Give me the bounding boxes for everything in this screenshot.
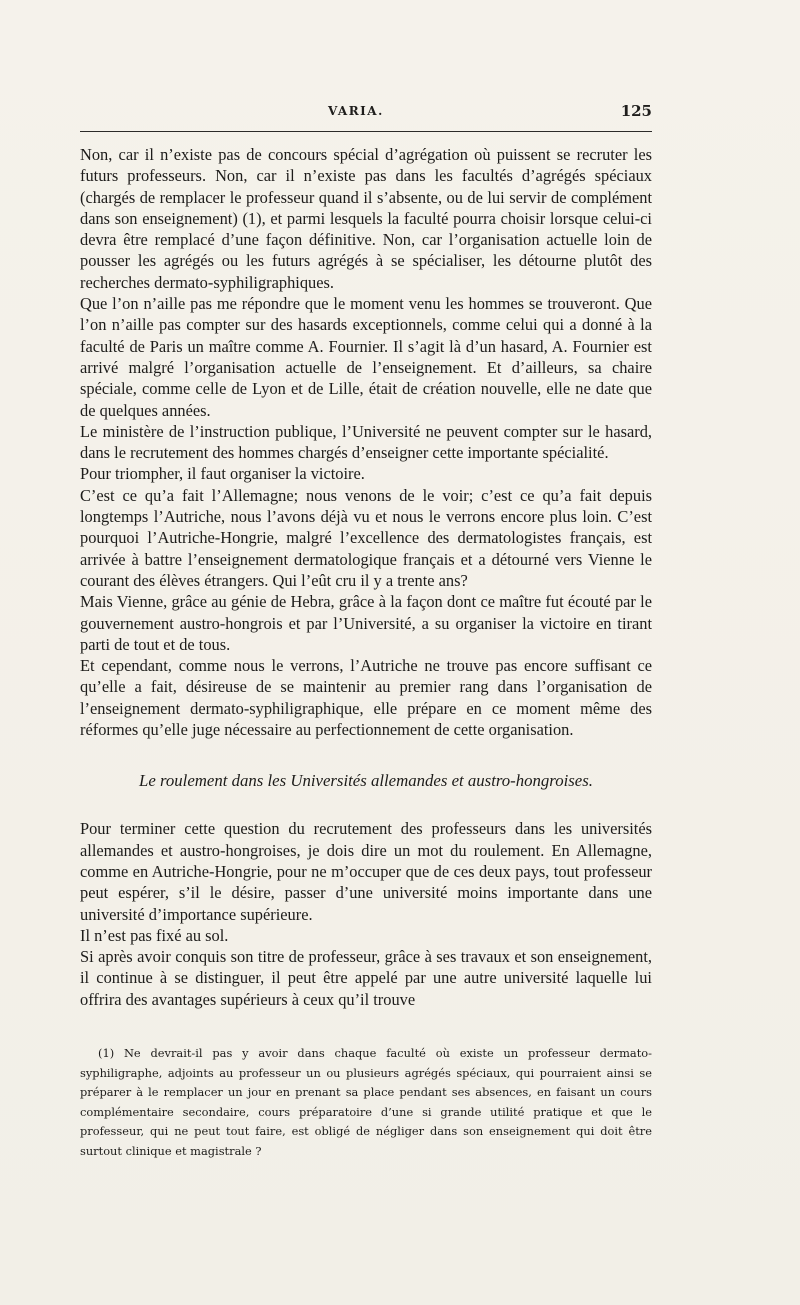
- footnote-text: (1) Ne devrait-il pas y avoir dans chaque faculté où existe un professeur dermato-syphiligraphe, adjoints au professeur un ou plusieurs agrégés spéciaux, qui pourraient ainsi se préparer à le remplacer un jour en prenant sa place pendant ses absences, en faisant un cours complémentaire secondaire, cours préparatoire d’une si grande utilité pratique et que le professeur, qui ne peut tout faire, est obligé de négliger dans son enseignement qui doit être surtout clinique et magistrale ?: [80, 1046, 652, 1158]
- main-text: [80, 144, 652, 1010]
- page-header: [80, 104, 652, 126]
- paragraph: Pour terminer cette question du recrutement des professeurs dans les universités allemandes et austro-hongroises, je dois dire un mot du roulement. En Allemagne, comme en Autriche-Hongrie, pour ne m’occuper que de ces deux pays, tout professeur peut espérer, s’il le désire, passer d’une université moins importante dans une université d’importance supérieure.: [80, 819, 652, 924]
- running-head: VARIA.: [328, 104, 384, 118]
- paragraph: Le ministère de l’instruction publique, l’Université ne peuvent compter sur le hasard, dans le recrutement des hommes chargés d’enseigner cette importante spécialité.: [80, 421, 652, 463]
- paragraph: Et cependant, comme nous le verrons, l’Autriche ne trouve pas encore suffisant ce qu’elle a fait, désireuse de se maintenir au premier rang dans l’organisation de l’enseignement dermato-syphiligraphique, elle prépare en ce moment même des réformes qu’elle juge nécessaire au perfectionnement de cette organisation.: [80, 656, 652, 740]
- paragraph: Si après avoir conquis son titre de professeur, grâce à ses travaux et son enseignement, il continue à se distinguer, il peut être appelé par une autre université laquelle lui offrira des avantages supérieurs à ceux qu’il trouve: [80, 947, 652, 1009]
- page-number: 125: [620, 102, 652, 120]
- footnote: [80, 1044, 652, 1162]
- paragraph: Il n’est pas fixé au sol.: [80, 925, 229, 945]
- spacer: [80, 740, 652, 770]
- paragraph: Non, car il n’existe pas de concours spécial d’agrégation où puissent se recruter les futurs professeurs. Non, car il n’existe pas dans les facultés d’agrégés spéciaux (chargés de remplacer le professeur quand il s’absente, ou de lui servir de complément dans son enseignement) (1), et parmi lesquels la faculté pourra choisir lorsque celui-ci devra être remplacé d’une façon définitive. Non, car l’organisation actuelle loin de pousser les agrégés ou les futurs agrégés à se spécialiser, les détourne plutôt des recherches dermato-syphiligraphiques.: [80, 145, 652, 292]
- paragraph: C’est ce qu’a fait l’Allemagne; nous venons de le voir; c’est ce qu’a fait depuis longtemps l’Autriche, nous l’avons déjà vu et nous le verrons encore plus loin. C’est pourquoi l’Autriche-Hongrie, malgré l’excellence des dermatologistes français, est arrivée à battre l’enseignement dermatologique français et a détourné vers Vienne le courant des élèves étrangers. Qui l’eût cru il y a trente ans?: [80, 485, 652, 590]
- paragraph: Que l’on n’aille pas me répondre que le moment venu les hommes se trouveront. Que l’on n’aille pas compter sur des hasards exceptionnels, comme celui qui a donné à la faculté de Paris un maître comme A. Fournier. Il s’agit là d’un hasard, A. Fournier est arrivé malgré l’organisation actuelle de l’enseignement. Et d’ailleurs, sa chaire spéciale, comme celle de Lyon et de Lille, était de création nouvelle, elle ne date que de quelques années.: [80, 294, 652, 420]
- paragraph: Mais Vienne, grâce au génie de Hebra, grâce à la façon dont ce maître fut écouté par le gouvernement austro-hongrois et par l’Université, a su organiser la victoire en tirant parti de tout et de tous.: [80, 592, 652, 654]
- section-heading: Le roulement dans les Universités allemandes et austro-hongroises.: [139, 771, 593, 791]
- paragraph: Pour triompher, il faut organiser la victoire.: [80, 464, 365, 484]
- header-rule: [80, 131, 652, 132]
- spacer: [80, 792, 652, 818]
